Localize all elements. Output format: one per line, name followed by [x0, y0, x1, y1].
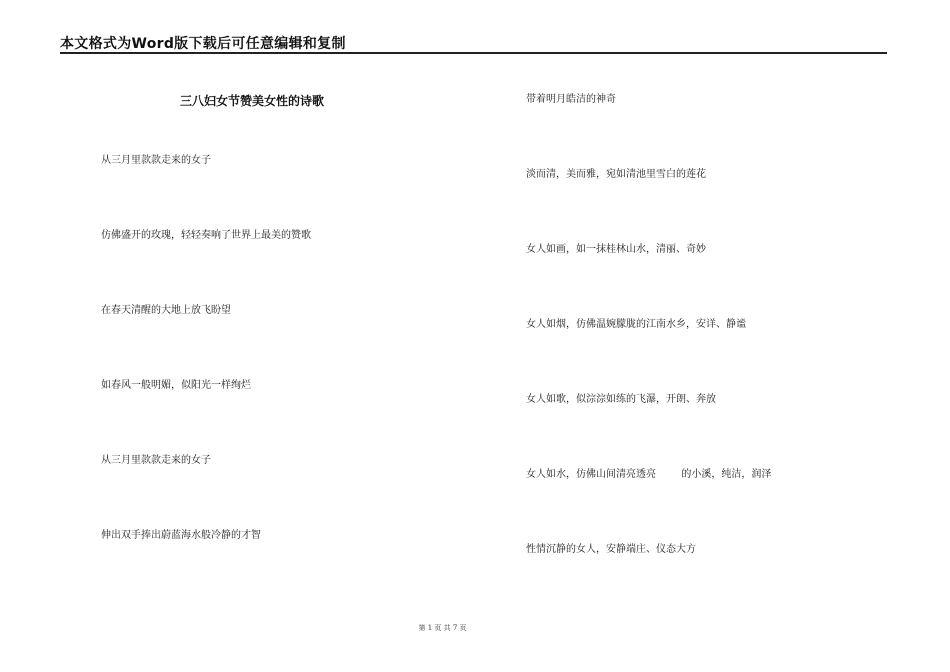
- header-divider: [60, 52, 887, 54]
- poem-line: 女人如烟，仿佛温婉朦胧的江南水乡，安详、静谧: [526, 319, 746, 330]
- poem-line: 从三月里款款走来的女子: [101, 155, 211, 166]
- poem-line: 淡而清，美而雅，宛如清池里雪白的莲花: [526, 169, 706, 180]
- poem-line: 在春天清醒的大地上放飞盼望: [101, 305, 231, 316]
- poem-line: 女人如水，仿佛山间清亮透亮 的小溪，纯洁，润泽: [526, 469, 772, 480]
- poem-line: 性情沉静的女人，安静端庄、仪态大方: [526, 544, 696, 555]
- poem-line: 女人如画，如一抹桂林山水，清丽、奇妙: [526, 244, 706, 255]
- document-title: 三八妇女节赞美女性的诗歌: [180, 94, 325, 108]
- poem-line: 伸出双手捧出蔚蓝海水般冷静的才智: [101, 530, 261, 541]
- poem-line: 如春风一般明媚，似阳光一样绚烂: [101, 380, 251, 391]
- page-number-footer: 第 1 页 共 7 页: [418, 624, 467, 632]
- poem-line: 仿佛盛开的玫瑰，轻轻奏响了世界上最美的赞歌: [101, 230, 311, 241]
- poem-line: 女人如歌，似淙淙如练的飞瀑，开朗、奔放: [526, 394, 716, 405]
- download-notice-banner: 本文格式为Word版下载后可任意编辑和复制: [60, 36, 346, 52]
- poem-line: 带着明月皓洁的神奇: [526, 94, 616, 105]
- poem-line: 从三月里款款走来的女子: [101, 455, 211, 466]
